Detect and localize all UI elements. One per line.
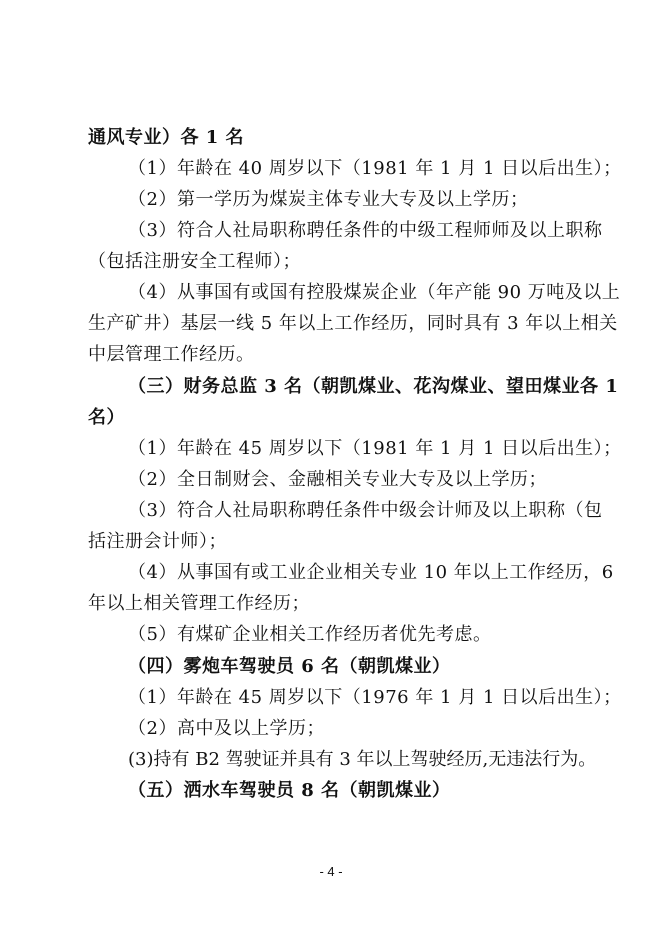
section-heading-4: （四）雾炮车驾驶员 6 名（朝凯煤业） (128, 656, 451, 677)
text-line: （1）年龄在 40 周岁以下（1981 年 1 月 1 日以后出生）； (128, 158, 622, 179)
text-line: （2）高中及以上学历； (128, 718, 325, 739)
text-line-continuation-heading: 通风专业）各 1 名 (88, 127, 245, 148)
text-line: （2）第一学历为煤炭主体专业大专及以上学历； (128, 189, 529, 210)
text-line: （4）从事国有或国有控股煤炭企业（年产能 90 万吨及以上 (128, 282, 621, 303)
section-heading-3-continuation: 名） (88, 407, 125, 428)
text-line: 生产矿井）基层一线 5 年以上工作经历，同时具有 3 年以上相关 (88, 313, 618, 334)
text-line: （1）年龄在 45 周岁以下（1981 年 1 月 1 日以后出生）； (128, 438, 622, 459)
text-line: （5）有煤矿企业相关工作经历者优先考虑。 (128, 624, 492, 645)
text-line: （1）年龄在 45 周岁以下（1976 年 1 月 1 日以后出生）； (128, 687, 622, 708)
text-line: 括注册会计师）； (88, 531, 227, 552)
text-line: （3）符合人社局职称聘任条件的中级工程师师及以上职称 (128, 220, 603, 241)
section-heading-5: （五）洒水车驾驶员 8 名（朝凯煤业） (128, 780, 451, 801)
text-line: 中层管理工作经历。 (88, 344, 255, 365)
text-line: （4）从事国有或工业企业相关专业 10 年以上工作经历，6 (128, 562, 614, 583)
text-line: 年以上相关管理工作经历； (88, 593, 310, 614)
text-line: (3)持有 B2 驾驶证并具有 3 年以上驾驶经历,无违法行为。 (128, 749, 597, 770)
text-line: （包括注册安全工程师）； (88, 251, 301, 272)
section-heading-3: （三）财务总监 3 名（朝凯煤业、花沟煤业、望田煤业各 1 (128, 376, 619, 397)
page-number: - 4 - (319, 864, 343, 879)
text-line: （3）符合人社局职称聘任条件中级会计师及以上职称（包 (128, 500, 603, 521)
text-line: （2）全日制财会、金融相关专业大专及以上学历； (128, 469, 547, 490)
